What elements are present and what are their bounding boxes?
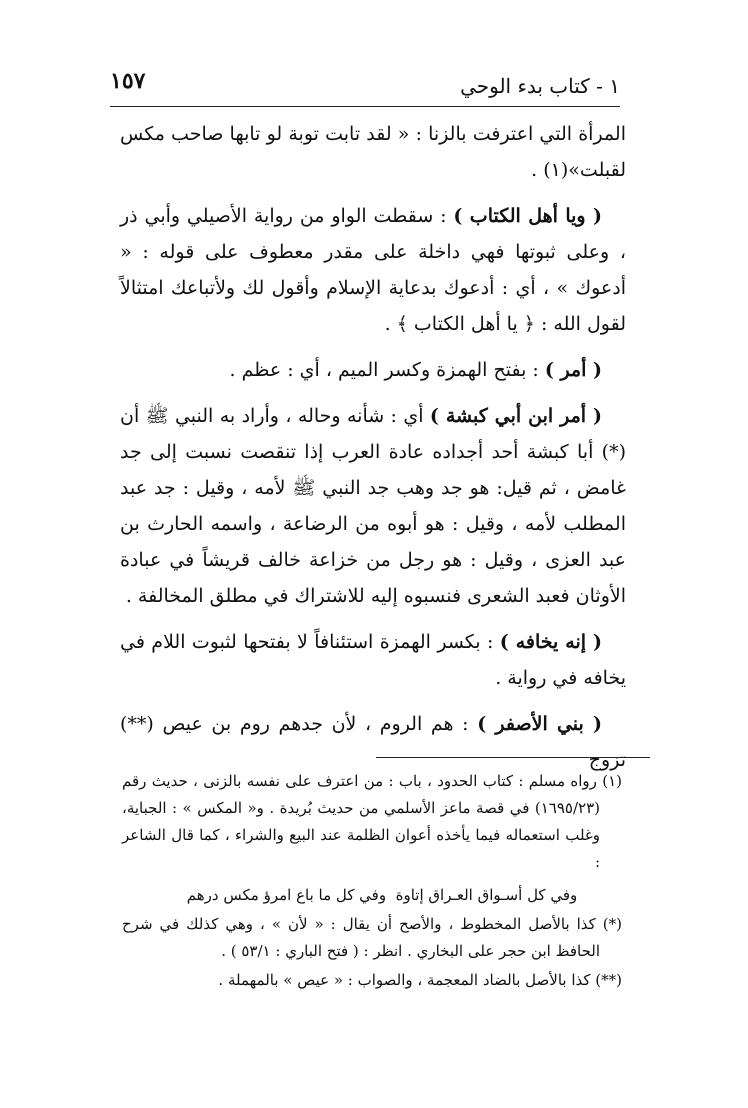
paragraph: المرأة التي اعترفت بالزنا : « لقد تابت توبة لو تابها صاحب مكس لقبلت»(١) . [120, 123, 626, 181]
poetry-verse [122, 878, 622, 911]
paragraph: ( أمر ) : بفتح الهمزة وكسر الميم ، أي : عظم . [229, 359, 602, 381]
footnote: (*) كذا بالأصل المخطوط ، والأصح أن يقال : « لأن » ، وهي كذلك في شرح الحافظ ابن حجر على البخاري . انظر : ( فتح الباري : ٥٣/١ ) . [122, 915, 622, 960]
keyword: ( أمر ابن أبي كبشة ) [429, 405, 602, 427]
page-number: ١٥٧ [110, 68, 146, 94]
footnote-separator [376, 757, 650, 758]
keyword: ( أمر ) [544, 359, 602, 381]
keyword: ( إنه يخافه ) [499, 631, 602, 653]
paragraph: ( بني الأصفر ) : هم الروم ، لأن جدهم روم بن عيص (**) تزوج [120, 713, 626, 771]
verse-hemistich: وفي كل ما باع امرؤ مكس درهم [186, 886, 387, 904]
keyword: ( ويا أهل الكتاب ) [453, 205, 602, 227]
running-header [110, 66, 620, 107]
footnote: (١) رواه مسلم : كتاب الحدود ، باب : من اعترف على نفسه بالزنى ، حديث رقم (١٦٩٥/٢٣) في قصة ماعز الأسلمي من حديث بُريدة . و« المكس » : الجباية، وغلب استعماله فيما يأخذه أعوان الظلمة عند البيع والشراء ، كما قال الشاعر : [122, 772, 622, 871]
main-text [120, 116, 626, 788]
paragraph: ( ويا أهل الكتاب ) : سقطت الواو من رواية الأصيلي وأبي ذر ، وعلى ثبوتها فهي داخلة على مقدر معطوف على قوله : « أدعوك » ، أي : أدعوك بدعاية الإسلام وأقول لك ولأتباعك امتثالاً لقول الله : ﴿ يا أهل الكتاب ﴾ . [120, 205, 626, 335]
paragraph: ( إنه يخافه ) : بكسر الهمزة استئنافاً لا بفتحها لثبوت اللام في يخافه في رواية . [120, 631, 626, 689]
paragraph: ( أمر ابن أبي كبشة ) أي : شأنه وحاله ، وأراد به النبي ﷺ أن (*) أبا كبشة أحد أجداده عادة العرب إذا تنقصت نسبت إلى جد غامض ، ثم قيل: هو جد وهب جد النبي ﷺ لأمه ، وقيل : جد عبد المطلب لأمه ، وقيل : هو أبوه من الرضاعة ، واسمه الحارث بن عبد العزى ، وقيل : هو رجل من خزاعة خالف قريشاً في عبادة الأوثان فعبد الشعرى فنسبوه إليه للاشتراك في مطلق المخالفة . [120, 405, 626, 607]
footnote: (**) كذا بالأصل بالضاد المعجمة ، والصواب : « عيص » بالمهملة . [218, 971, 622, 989]
keyword: ( بني الأصفر ) [477, 713, 602, 735]
verse-hemistich: وفي كل أسـواق العـراق إتاوة [395, 886, 578, 904]
chapter-title: ١ - كتاب بدء الوحي [460, 74, 620, 98]
footnotes [122, 768, 622, 996]
